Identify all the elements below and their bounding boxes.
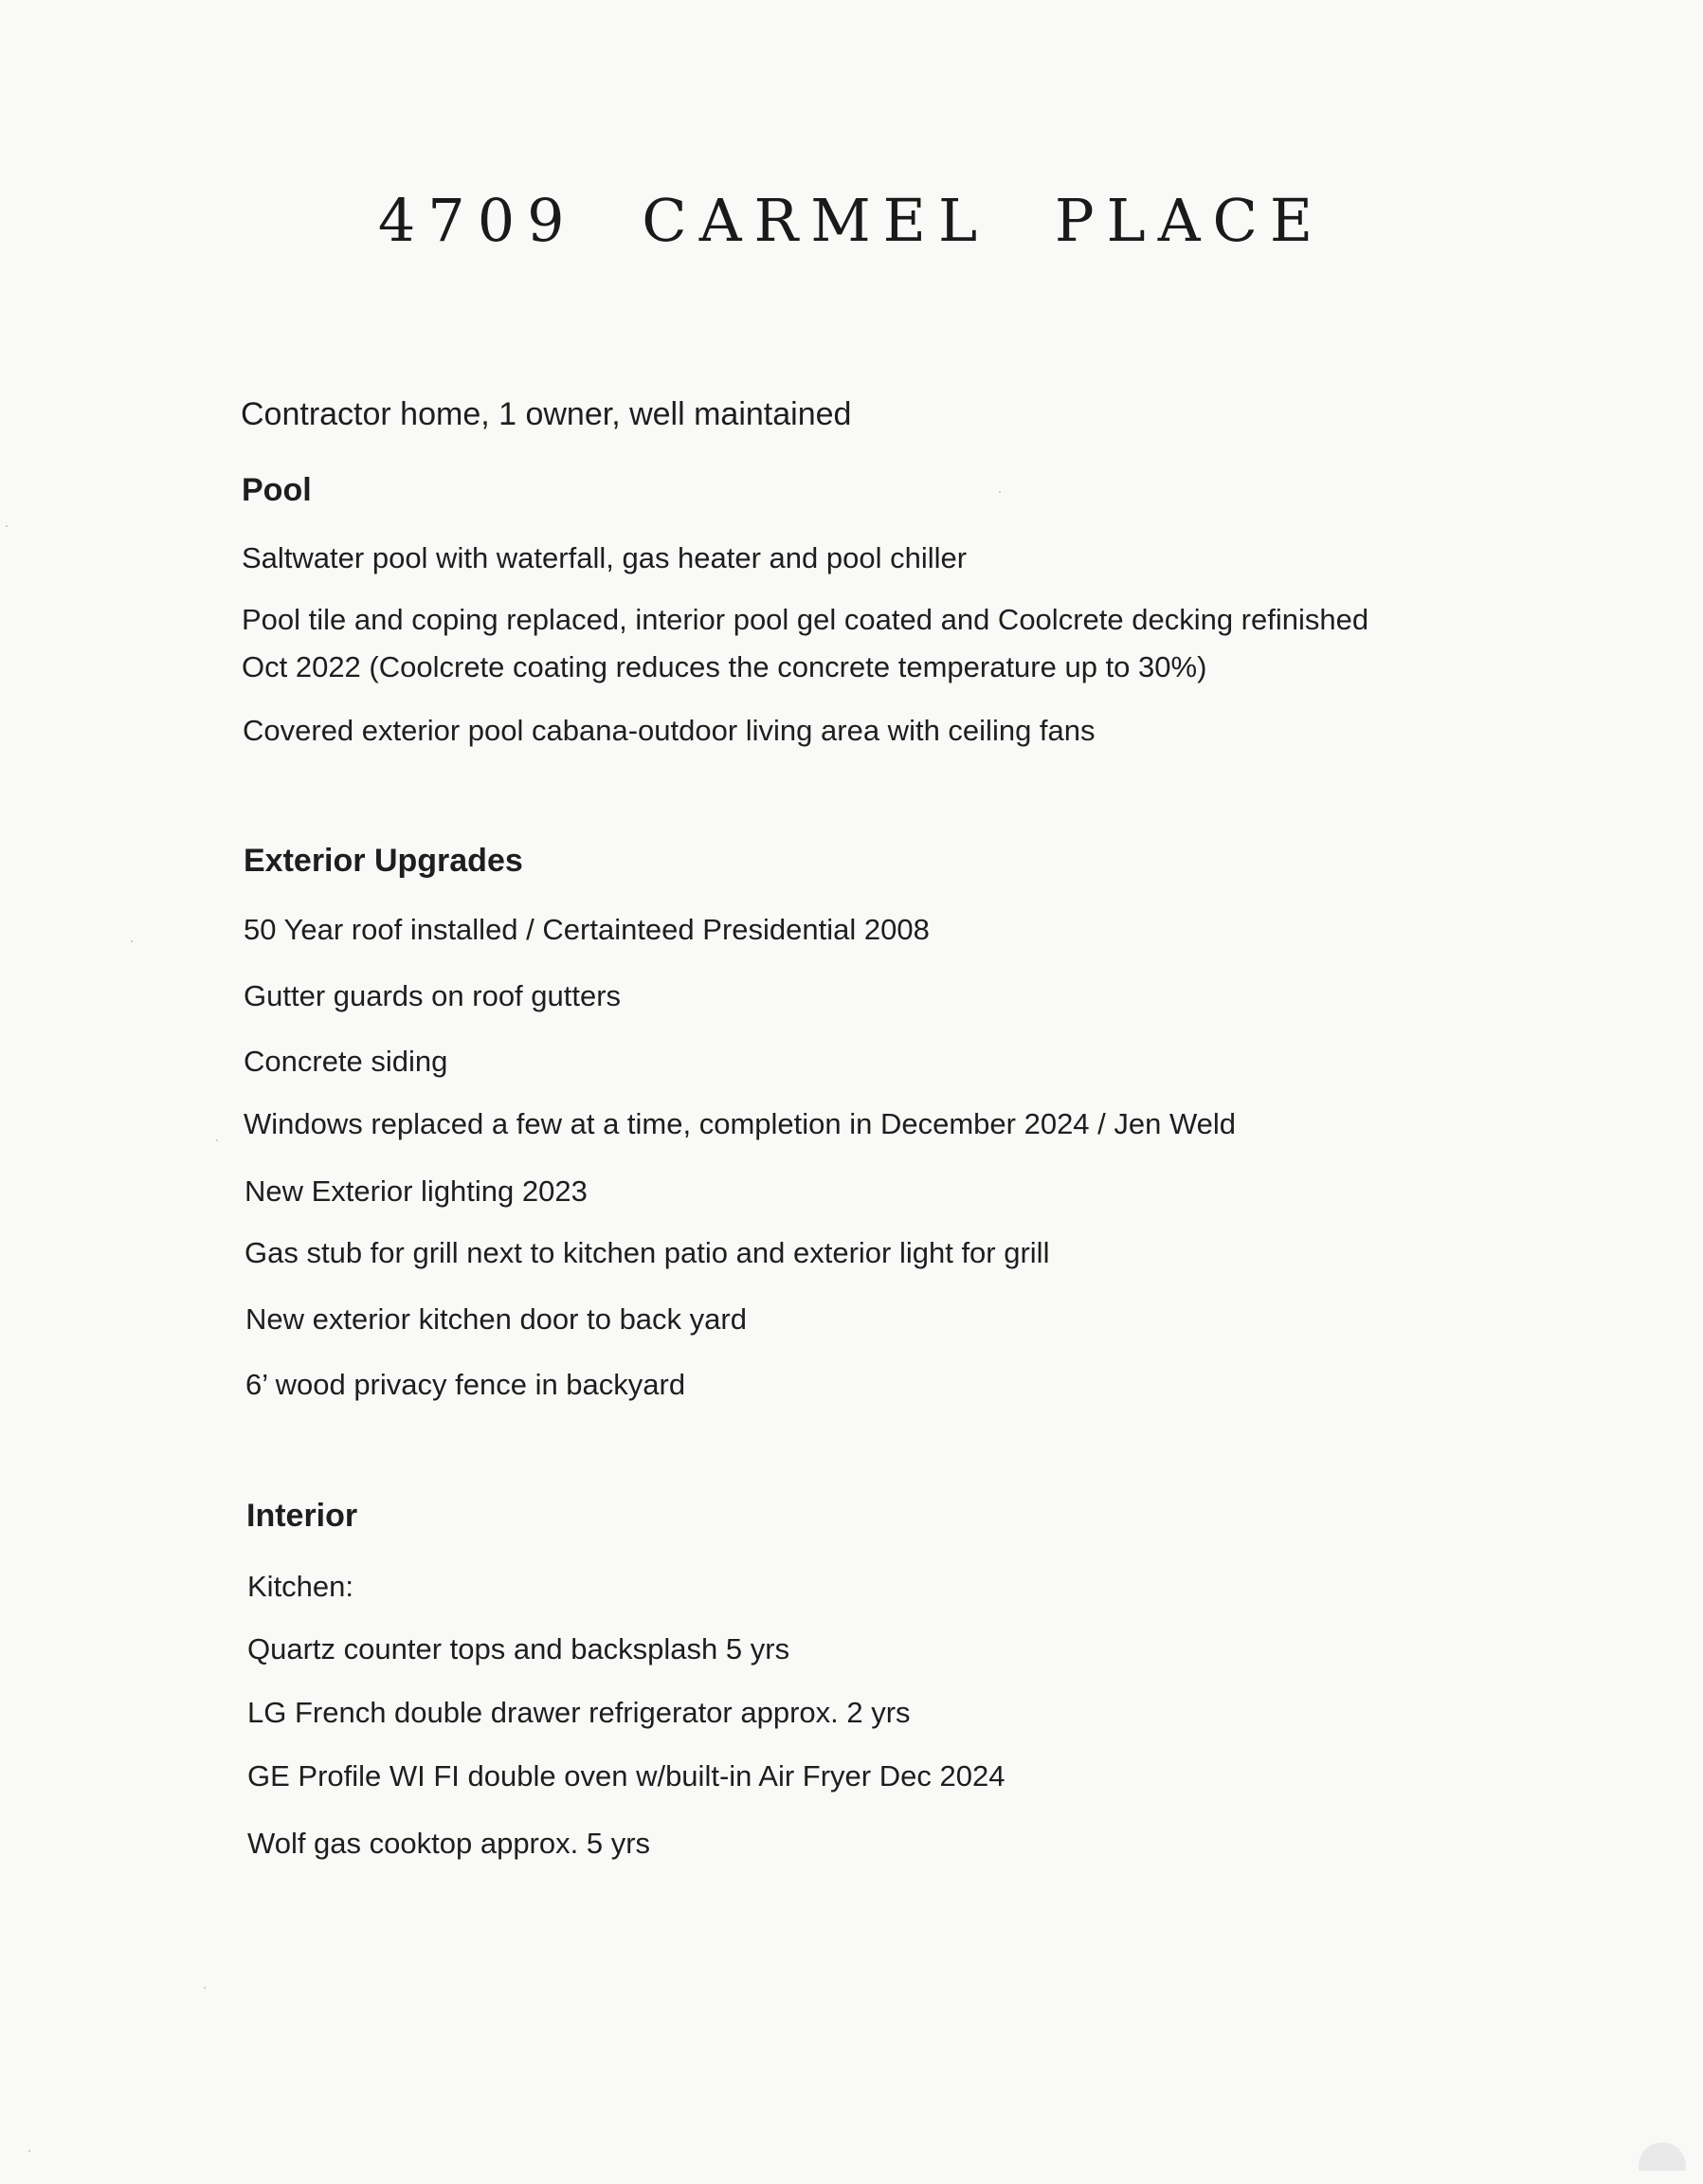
interior-item-4: Wolf gas cooktop approx. 5 yrs — [247, 1827, 651, 1860]
page-title: 4709 CARMEL PLACE — [377, 186, 1326, 255]
pool-item-2: Pool tile and coping replaced, interior pool gel coated and Coolcrete decking refinished — [242, 603, 1369, 636]
exterior-item-4: Windows replaced a few at a time, completion in December 2024 / Jen Weld — [244, 1107, 1237, 1140]
exterior-item-2: Gutter guards on roof gutters — [244, 979, 622, 1012]
exterior-item-3: Concrete siding — [244, 1045, 448, 1078]
pool-item-3: Oct 2022 (Coolcrete coating reduces the concrete temperature up to 30%) — [242, 650, 1207, 683]
exterior-heading: Exterior Upgrades — [244, 843, 523, 879]
scan-speck — [999, 491, 1001, 493]
scan-corner-mark — [1639, 2142, 1686, 2171]
pool-heading: Pool — [242, 472, 312, 508]
pool-item-4: Covered exterior pool cabana-outdoor living area with ceiling fans — [243, 714, 1096, 747]
interior-subheading-kitchen: Kitchen: — [247, 1570, 354, 1603]
scan-speck — [6, 525, 8, 527]
interior-item-3: GE Profile WI FI double oven w/built-in Air Fryer Dec 2024 — [247, 1759, 1005, 1793]
exterior-item-5: New Exterior lighting 2023 — [245, 1174, 588, 1208]
pool-item-1: Saltwater pool with waterfall, gas heater and pool chiller — [242, 541, 968, 574]
scan-speck — [28, 2150, 30, 2152]
exterior-item-6: Gas stub for grill next to kitchen patio and exterior light for grill — [245, 1236, 1050, 1269]
interior-heading: Interior — [246, 1498, 358, 1534]
scan-speck — [131, 940, 133, 942]
exterior-item-1: 50 Year roof installed / Certainteed Presidential 2008 — [244, 913, 930, 946]
scan-speck — [216, 1139, 218, 1141]
interior-item-2: LG French double drawer refrigerator approx. 2 yrs — [247, 1696, 911, 1729]
exterior-item-7: New exterior kitchen door to back yard — [245, 1302, 747, 1336]
interior-item-1: Quartz counter tops and backsplash 5 yrs — [247, 1632, 790, 1665]
scan-speck — [204, 1987, 206, 1989]
exterior-item-8: 6’ wood privacy fence in backyard — [245, 1368, 686, 1401]
intro-text: Contractor home, 1 owner, well maintained — [241, 396, 852, 432]
